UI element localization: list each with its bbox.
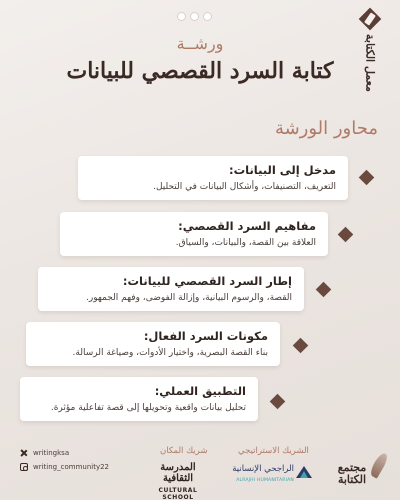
section-title: محاور الورشة	[274, 118, 378, 139]
topic-description: بناء القصة البصرية، واختيار الأدوات، وصياغة الرسالة.	[72, 348, 268, 358]
venue-name-en: CULTURAL SCHOOL	[158, 487, 198, 500]
diamond-bullet-icon	[338, 227, 354, 243]
social-instagram-row[interactable]	[20, 460, 109, 474]
partner-name-ar: الراجحي الإنسانية	[232, 464, 294, 474]
topic-description: تحليل بيانات واقعية وتحويلها إلى قصة تفاعلية مؤثرة.	[50, 403, 246, 413]
workshop-title: كتابة السرد القصصي للبيانات	[66, 58, 334, 84]
venue-name-ar: المدرسة الثقافية	[160, 462, 196, 484]
x-handle: writingksa	[33, 449, 70, 457]
dot	[204, 13, 211, 20]
diamond-bullet-icon	[316, 282, 332, 298]
cultural-school-logo	[144, 462, 212, 500]
logo-text: معمل الكتابة	[363, 34, 377, 92]
topic-description: القصة، والرسوم البيانية، وإزالة الفوضى، وفهم الجمهور.	[86, 293, 292, 303]
topic-card-1	[78, 156, 348, 200]
topic-card-3	[38, 267, 304, 311]
strategic-partner-label: الشريك الاستراتيجي	[238, 446, 309, 456]
topic-title: مدخل إلى البيانات:	[229, 163, 336, 177]
page-indicator-dots	[178, 13, 211, 20]
topic-title: إطار السرد القصصي للبيانات:	[122, 274, 292, 288]
dot	[191, 13, 198, 20]
instagram-icon	[20, 463, 28, 471]
topic-card-2	[60, 212, 328, 256]
topic-title: مفاهيم السرد القصصي:	[178, 219, 316, 233]
dot	[178, 13, 185, 20]
pen-diamond-icon	[359, 8, 381, 30]
venue-partner-label: شريك المكان	[160, 446, 208, 456]
diamond-bullet-icon	[270, 394, 286, 410]
alrajhi-mark-icon	[296, 462, 312, 480]
social-handles	[20, 446, 109, 474]
topic-card-4	[26, 322, 280, 366]
topic-description: العلاقة بين القصة، والبيانات، والسياق.	[175, 238, 316, 248]
social-x-row[interactable]	[20, 446, 109, 460]
writing-community-logo	[326, 452, 386, 492]
topic-title: مكونات السرد الفعال:	[143, 329, 268, 343]
topic-card-5	[20, 377, 258, 421]
instagram-handle: writing_community22	[33, 463, 109, 471]
diamond-bullet-icon	[293, 338, 309, 354]
topic-description: التعريف، التصنيفات، وأشكال البيانات في التحليل.	[153, 182, 336, 192]
diamond-bullet-icon	[359, 170, 375, 186]
workshop-label: ورشــة	[176, 34, 224, 53]
alrajhi-humanitarian-logo	[228, 462, 314, 490]
community-name: مجتمع الكتابة	[337, 461, 367, 486]
x-icon	[20, 449, 28, 457]
partner-name-en: ALRAJHI HUMANITARIAN	[236, 478, 294, 483]
topic-title: التطبيق العملي:	[154, 384, 246, 398]
